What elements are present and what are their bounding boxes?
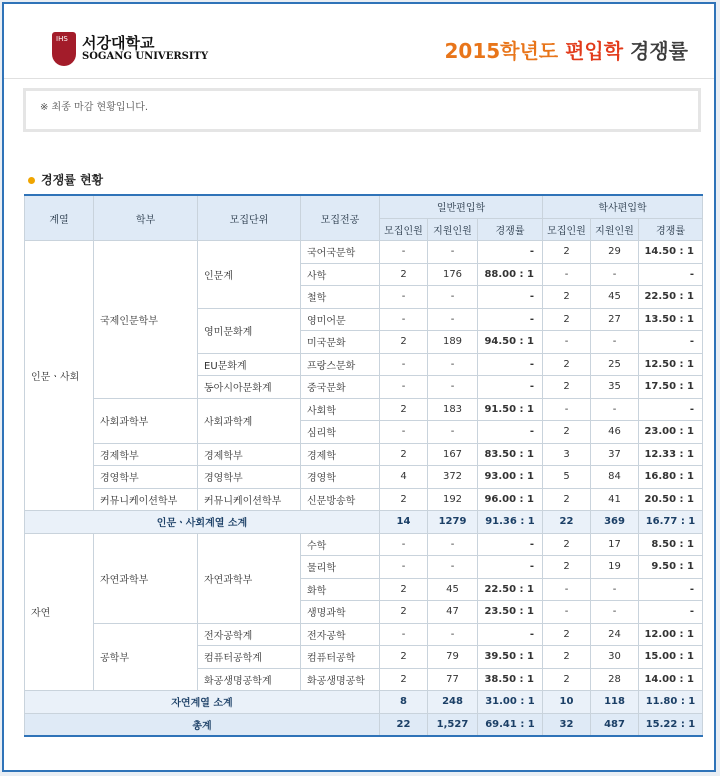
unit-cell: 컴퓨터공학계 — [198, 646, 301, 669]
total-label: 총계 — [25, 713, 380, 736]
cell: 94.50 : 1 — [478, 331, 543, 354]
cell: 2 — [380, 646, 428, 669]
cell: 2 — [543, 421, 591, 444]
unit-cell: 화공생명공학계 — [198, 668, 301, 691]
cell: 2 — [543, 286, 591, 309]
cell: 29 — [591, 241, 639, 264]
table-row — [25, 398, 703, 421]
unit-social-science: 사회과학계 — [198, 398, 301, 443]
cell: 77 — [428, 668, 478, 691]
cell: 32 — [543, 713, 591, 736]
cell: - — [543, 601, 591, 624]
cell: - — [428, 376, 478, 399]
cell: 14.00 : 1 — [639, 668, 703, 691]
header-applicants: 지원인원 — [428, 218, 478, 241]
table-row — [25, 466, 703, 489]
logo-korean-name: 서강대학교 — [82, 34, 155, 52]
unit-business: 경영학부 — [198, 466, 301, 489]
cell: 2 — [543, 353, 591, 376]
cell: 9.50 : 1 — [639, 556, 703, 579]
cell: 22 — [380, 713, 428, 736]
cell: 2 — [380, 668, 428, 691]
header-gyeyeol: 계열 — [25, 195, 94, 241]
cell: 2 — [543, 623, 591, 646]
title-year: 2015학년도 — [444, 39, 566, 63]
cell: - — [380, 308, 428, 331]
cell: 8.50 : 1 — [639, 533, 703, 556]
cell: - — [380, 286, 428, 309]
unit-english-culture: 영미문화계 — [198, 308, 301, 353]
group-science: 자연 — [25, 533, 94, 691]
cell: 96.00 : 1 — [478, 488, 543, 511]
page-title — [445, 35, 689, 64]
cell: - — [428, 421, 478, 444]
cell: 83.50 : 1 — [478, 443, 543, 466]
cell: 91.36 : 1 — [478, 511, 543, 534]
cell: - — [543, 578, 591, 601]
total-row — [25, 713, 703, 736]
cell: 84 — [591, 466, 639, 489]
cell: 12.00 : 1 — [639, 623, 703, 646]
notice-box: ※ 최종 마감 현황입니다. — [23, 88, 701, 132]
subtotal-label: 자연계열 소계 — [25, 691, 380, 714]
cell: 69.41 : 1 — [478, 713, 543, 736]
division-social-science: 사회과학부 — [94, 398, 198, 443]
cell: 41 — [591, 488, 639, 511]
cell: - — [478, 308, 543, 331]
cell: 2 — [543, 308, 591, 331]
cell: - — [428, 353, 478, 376]
major-cell: 미국문화 — [301, 331, 380, 354]
cell: 5 — [543, 466, 591, 489]
cell: 14 — [380, 511, 428, 534]
cell: - — [478, 623, 543, 646]
major-cell: 국어국문학 — [301, 241, 380, 264]
cell: - — [478, 556, 543, 579]
cell: 19 — [591, 556, 639, 579]
cell: - — [591, 263, 639, 286]
division-business: 경영학부 — [94, 466, 198, 489]
cell: 372 — [428, 466, 478, 489]
cell: 24 — [591, 623, 639, 646]
table-row — [25, 623, 703, 646]
cell: 93.00 : 1 — [478, 466, 543, 489]
cell: 10 — [543, 691, 591, 714]
table-row — [25, 488, 703, 511]
cell: 192 — [428, 488, 478, 511]
group-humanities: 인문ㆍ사회 — [25, 241, 94, 511]
cell: 35 — [591, 376, 639, 399]
header-hakbu: 학부 — [94, 195, 198, 241]
header — [4, 4, 714, 79]
major-cell: 심리학 — [301, 421, 380, 444]
cell: 91.50 : 1 — [478, 398, 543, 421]
cell: 37 — [591, 443, 639, 466]
cell: 39.50 : 1 — [478, 646, 543, 669]
logo-english-name: SOGANG UNIVERSITY — [82, 51, 209, 62]
major-cell: 프랑스문화 — [301, 353, 380, 376]
cell: - — [428, 623, 478, 646]
major-cell: 중국문화 — [301, 376, 380, 399]
cell: 1279 — [428, 511, 478, 534]
major-cell: 화공생명공학 — [301, 668, 380, 691]
cell: - — [380, 421, 428, 444]
cell: - — [428, 308, 478, 331]
cell: 20.50 : 1 — [639, 488, 703, 511]
header-danwi: 모집단위 — [198, 195, 301, 241]
cell: 369 — [591, 511, 639, 534]
cell: - — [591, 601, 639, 624]
header-general-transfer: 일반편입학 — [380, 195, 543, 218]
cell: 23.50 : 1 — [478, 601, 543, 624]
title-rest: 경쟁률 — [623, 39, 688, 63]
major-cell: 경영학 — [301, 466, 380, 489]
unit-natural-science: 자연과학부 — [198, 533, 301, 623]
major-cell: 신문방송학 — [301, 488, 380, 511]
cell: - — [591, 578, 639, 601]
cell: 28 — [591, 668, 639, 691]
cell: 2 — [380, 331, 428, 354]
bullet-icon — [28, 177, 35, 184]
cell: 2 — [380, 601, 428, 624]
cell: - — [428, 241, 478, 264]
cell: 2 — [543, 241, 591, 264]
cell: 16.77 : 1 — [639, 511, 703, 534]
cell: 2 — [380, 443, 428, 466]
cell: - — [478, 533, 543, 556]
cell: 2 — [543, 488, 591, 511]
major-cell: 물리학 — [301, 556, 380, 579]
cell: 3 — [543, 443, 591, 466]
cell: 183 — [428, 398, 478, 421]
cell: 47 — [428, 601, 478, 624]
division-communication: 커뮤니케이션학부 — [94, 488, 198, 511]
major-cell: 생명과학 — [301, 601, 380, 624]
major-cell: 철학 — [301, 286, 380, 309]
cell: 2 — [380, 578, 428, 601]
competition-rate-table — [24, 194, 703, 737]
header-applicants: 지원인원 — [591, 218, 639, 241]
cell: - — [639, 398, 703, 421]
division-economics: 경제학부 — [94, 443, 198, 466]
cell: - — [478, 353, 543, 376]
major-cell: 사학 — [301, 263, 380, 286]
cell: 2 — [380, 263, 428, 286]
cell: - — [543, 331, 591, 354]
cell: 487 — [591, 713, 639, 736]
cell: 8 — [380, 691, 428, 714]
unit-eu-culture: EU문화계 — [198, 353, 301, 376]
cell: 12.33 : 1 — [639, 443, 703, 466]
cell: 2 — [543, 533, 591, 556]
cell: 27 — [591, 308, 639, 331]
major-cell: 경제학 — [301, 443, 380, 466]
cell: 46 — [591, 421, 639, 444]
division-intl-humanities: 국제인문학부 — [94, 241, 198, 399]
cell: 167 — [428, 443, 478, 466]
cell: - — [380, 353, 428, 376]
shield-icon: IHS — [52, 32, 76, 66]
cell: 31.00 : 1 — [478, 691, 543, 714]
cell: 14.50 : 1 — [639, 241, 703, 264]
major-cell: 화학 — [301, 578, 380, 601]
cell: 45 — [591, 286, 639, 309]
major-cell: 영미어문 — [301, 308, 380, 331]
division-natural-science: 자연과학부 — [94, 533, 198, 623]
cell: - — [428, 556, 478, 579]
cell: - — [543, 398, 591, 421]
cell: 118 — [591, 691, 639, 714]
cell: 30 — [591, 646, 639, 669]
page-frame — [2, 2, 716, 772]
cell: - — [478, 376, 543, 399]
table-row — [25, 533, 703, 556]
cell: - — [639, 601, 703, 624]
cell: - — [591, 398, 639, 421]
cell: 13.50 : 1 — [639, 308, 703, 331]
subtotal-row-science — [25, 691, 703, 714]
table-row — [25, 443, 703, 466]
cell: 2 — [380, 488, 428, 511]
cell: - — [380, 241, 428, 264]
cell: 15.22 : 1 — [639, 713, 703, 736]
cell: 189 — [428, 331, 478, 354]
cell: - — [639, 263, 703, 286]
cell: - — [591, 331, 639, 354]
cell: - — [428, 533, 478, 556]
cell: - — [639, 331, 703, 354]
cell: 45 — [428, 578, 478, 601]
header-quota: 모집인원 — [543, 218, 591, 241]
unit-communication: 커뮤니케이션학부 — [198, 488, 301, 511]
unit-economics: 경제학부 — [198, 443, 301, 466]
cell: 248 — [428, 691, 478, 714]
unit-east-asia-culture: 동아시아문화계 — [198, 376, 301, 399]
cell: 1,527 — [428, 713, 478, 736]
cell: 11.80 : 1 — [639, 691, 703, 714]
cell: 22.50 : 1 — [639, 286, 703, 309]
title-main: 편입학 — [565, 39, 624, 63]
cell: - — [543, 263, 591, 286]
cell: 2 — [543, 376, 591, 399]
cell: 15.00 : 1 — [639, 646, 703, 669]
header-quota: 모집인원 — [380, 218, 428, 241]
cell: 79 — [428, 646, 478, 669]
cell: - — [380, 533, 428, 556]
cell: - — [478, 421, 543, 444]
cell: 22 — [543, 511, 591, 534]
cell: - — [380, 556, 428, 579]
header-jeongong: 모집전공 — [301, 195, 380, 241]
cell: 17 — [591, 533, 639, 556]
header-rate: 경쟁률 — [639, 218, 703, 241]
subtotal-label: 인문ㆍ사회계열 소계 — [25, 511, 380, 534]
unit-cell: 전자공학계 — [198, 623, 301, 646]
cell: 176 — [428, 263, 478, 286]
cell: 2 — [543, 646, 591, 669]
major-cell: 전자공학 — [301, 623, 380, 646]
cell: 23.00 : 1 — [639, 421, 703, 444]
header-bachelor-transfer: 학사편입학 — [543, 195, 703, 218]
cell: 2 — [543, 668, 591, 691]
section-title: 경쟁률 현황 — [28, 171, 103, 188]
cell: - — [478, 241, 543, 264]
cell: 25 — [591, 353, 639, 376]
cell: - — [428, 286, 478, 309]
major-cell: 수학 — [301, 533, 380, 556]
cell: 17.50 : 1 — [639, 376, 703, 399]
division-engineering: 공학부 — [94, 623, 198, 691]
cell: 22.50 : 1 — [478, 578, 543, 601]
cell: 2 — [543, 556, 591, 579]
cell: 38.50 : 1 — [478, 668, 543, 691]
cell: - — [478, 286, 543, 309]
cell: - — [380, 623, 428, 646]
cell: 16.80 : 1 — [639, 466, 703, 489]
header-rate: 경쟁률 — [478, 218, 543, 241]
table-row — [25, 241, 703, 264]
cell: 4 — [380, 466, 428, 489]
major-cell: 컴퓨터공학 — [301, 646, 380, 669]
cell: - — [639, 578, 703, 601]
major-cell: 사회학 — [301, 398, 380, 421]
cell: 12.50 : 1 — [639, 353, 703, 376]
cell: 88.00 : 1 — [478, 263, 543, 286]
unit-humanities: 인문계 — [198, 241, 301, 309]
subtotal-row-humanities — [25, 511, 703, 534]
cell: 2 — [380, 398, 428, 421]
cell: - — [380, 376, 428, 399]
